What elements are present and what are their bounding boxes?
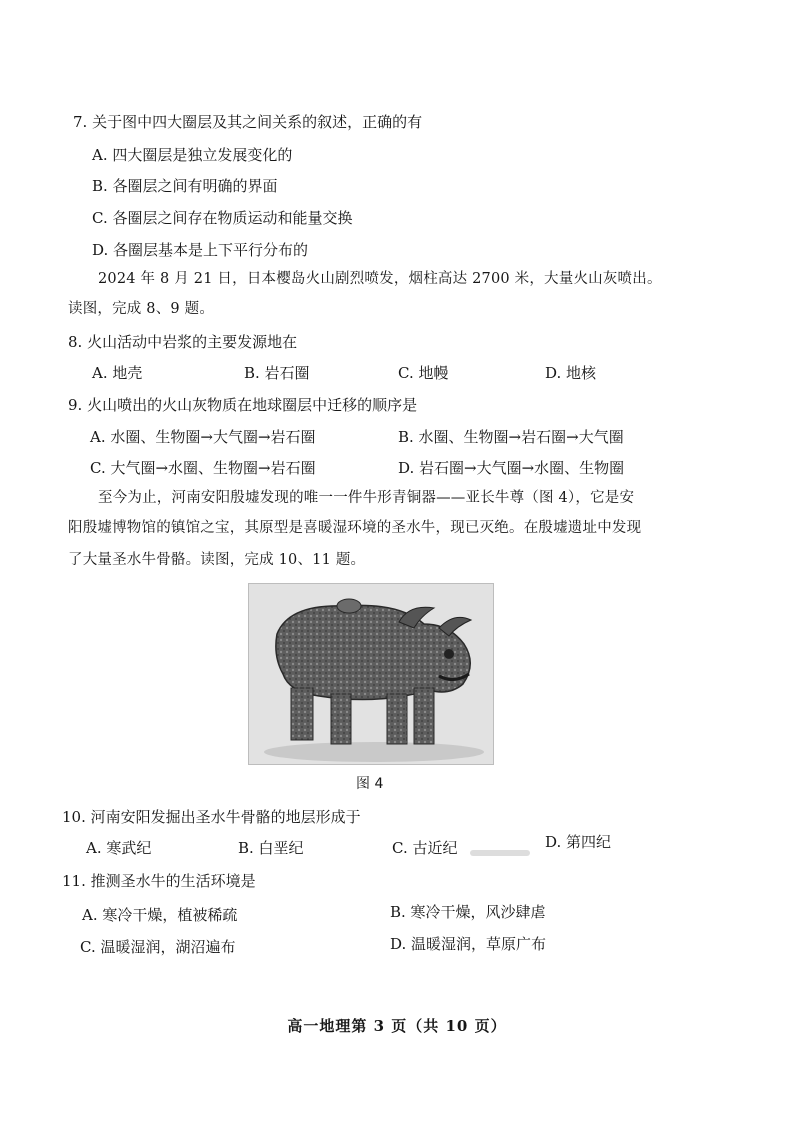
question-11-option-a: A. 寒冷干燥，植被稀疏: [82, 906, 238, 924]
passage-bronze-line-3: 了大量圣水牛骨骼。读图，完成 10、11 题。: [68, 552, 366, 568]
question-11-stem: 11. 推测圣水牛的生活环境是: [62, 872, 256, 890]
passage-volcano-line-2: 读图，完成 8、9 题。: [68, 301, 215, 317]
question-9-option-b: B. 水圈、生物圈→岩石圈→大气圈: [398, 428, 624, 446]
question-8-option-a: A. 地壳: [92, 364, 143, 382]
passage-volcano-line-1: 2024 年 8 月 21 日，日本樱岛火山剧烈喷发，烟柱高达 2700 米，大量火山灰喷出。: [98, 271, 662, 287]
figure-4-caption: 图 4: [356, 776, 384, 792]
question-7-option-a: A. 四大圈层是独立发展变化的: [92, 146, 293, 164]
question-11-option-d: D. 温暖湿润，草原广布: [390, 935, 547, 953]
figure-4-bronze-ox-image: [248, 583, 494, 765]
passage-bronze-line-2: 阳殷墟博物馆的镇馆之宝，其原型是喜暖湿环境的圣水牛，现已灭绝。在殷墟遗址中发现: [68, 520, 642, 536]
question-10-option-d: D. 第四纪: [545, 833, 612, 851]
question-8-option-d: D. 地核: [545, 364, 597, 382]
question-10-stem: 10. 河南安阳发掘出圣水牛骨骼的地层形成于: [62, 808, 361, 826]
question-8-option-b: B. 岩石圈: [244, 364, 310, 382]
question-8-option-c: C. 地幔: [398, 364, 449, 382]
bronze-ox-illustration: [249, 584, 493, 764]
question-8-stem: 8. 火山活动中岩浆的主要发源地在: [68, 333, 298, 351]
scan-smudge: [470, 850, 530, 856]
question-7-option-d: D. 各圈层基本是上下平行分布的: [92, 241, 309, 259]
question-10-option-a: A. 寒武纪: [86, 839, 152, 857]
passage-bronze-line-1: 至今为止，河南安阳殷墟发现的唯一一件牛形青铜器——亚长牛尊（图 4），它是安: [98, 490, 635, 506]
question-7-option-b: B. 各圈层之间有明确的界面: [92, 177, 278, 195]
question-7-option-c: C. 各圈层之间存在物质运动和能量交换: [92, 209, 353, 227]
question-11-option-c: C. 温暖湿润，湖沼遍布: [80, 938, 236, 956]
question-9-stem: 9. 火山喷出的火山灰物质在地球圈层中迁移的顺序是: [68, 396, 418, 414]
question-10-option-b: B. 白垩纪: [238, 839, 304, 857]
question-7-stem: 7. 关于图中四大圈层及其之间关系的叙述，正确的有: [73, 113, 423, 131]
question-10-option-c: C. 古近纪: [392, 839, 458, 857]
question-9-option-c: C. 大气圈→水圈、生物圈→岩石圈: [90, 459, 316, 477]
question-9-option-d: D. 岩石圈→大气圈→水圈、生物圈: [398, 459, 625, 477]
question-9-option-a: A. 水圈、生物圈→大气圈→岩石圈: [90, 428, 316, 446]
question-11-option-b: B. 寒冷干燥，风沙肆虐: [390, 903, 546, 921]
page-footer: 高一地理第 3 页（共 10 页）: [287, 1017, 507, 1035]
